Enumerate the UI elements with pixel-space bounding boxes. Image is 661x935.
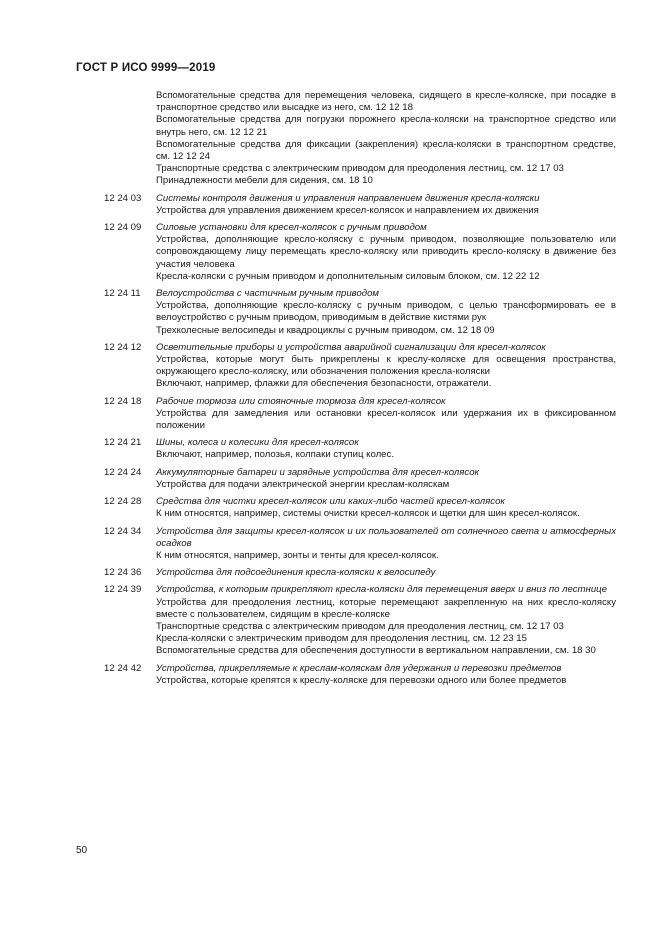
entry-body <box>156 567 616 579</box>
entry-title: Силовые установки для кресел-колясок с ручным приводом <box>156 222 427 234</box>
entry-description: К ним относятся, например, зонты и тенты для кресел-колясок. <box>156 549 439 561</box>
entry-body <box>156 467 616 491</box>
classification-entry <box>76 567 616 579</box>
classification-entries <box>76 193 616 687</box>
entry-title: Средства для чистки кресел-колясок или каких-либо частей кресел-колясок <box>156 496 505 508</box>
classification-entry <box>76 193 616 217</box>
entry-body <box>156 222 616 283</box>
classification-entry <box>76 437 616 461</box>
entry-description: Устройства для подачи электрической энергии креслам-коляскам <box>156 478 450 490</box>
entry-title: Устройства для подсоединения кресла-коляски к велосипеду <box>156 567 436 579</box>
entry-description: Устройства для замедления или остановки кресел-колясок или удержания их в фиксированном положении <box>156 407 616 432</box>
classification-entry <box>76 584 616 657</box>
continuation-line: Вспомогательные средства для перемещения человека, сидящего в кресле-коляске, при посадке в транспортное средство или высадке из него, см. 12 12 18 <box>156 90 616 114</box>
entry-code: 12 24 36 <box>104 567 142 579</box>
entry-description: Вспомогательные средства для обеспечения доступности в вертикальном направлении, см. 18 30 <box>156 645 596 657</box>
entry-code: 12 24 11 <box>104 288 141 300</box>
entry-code: 12 24 18 <box>104 395 142 407</box>
continuation-line: Транспортные средства с электрическим приводом для преодоления лестниц, см. 12 17 03 <box>156 163 564 175</box>
entry-description: К ним относятся, например, системы очистки кресел-колясок и щетки для шин кресел-колясок. <box>156 508 580 520</box>
continuation-block <box>156 90 616 188</box>
entry-body <box>156 526 616 563</box>
entry-description: Включают, например, полозья, колпаки ступиц колес. <box>156 449 394 461</box>
entry-description: Устройства, дополняющие кресло-коляску с ручным приводом, с целью трансформировать ее в велоустройство с ручным приводом, приводимым в действие кистями рук <box>156 300 616 324</box>
entry-description: Устройства, которые крепятся к креслу-коляске для перевозки одного или более предметов <box>156 674 567 686</box>
entry-title: Устройства для защиты кресел-колясок и их пользователей от солнечного света и атмосферных осадков <box>156 525 616 549</box>
entry-description: Устройства для преодоления лестниц, которые перемещают закрепленную на них кресло-коляску вместе с пользователем, сидящим в кресле-коляске <box>156 596 616 620</box>
entry-code: 12 24 24 <box>104 466 142 478</box>
classification-entry <box>76 288 616 337</box>
entry-code: 12 24 09 <box>104 222 142 234</box>
entry-body <box>156 193 616 217</box>
classification-entry <box>76 396 616 433</box>
entry-code: 12 24 03 <box>104 192 142 204</box>
entry-body <box>156 396 616 433</box>
entry-code: 12 24 21 <box>104 437 142 449</box>
entry-body <box>156 496 616 520</box>
classification-entry <box>76 467 616 491</box>
entry-body <box>156 342 616 391</box>
entry-body <box>156 437 616 461</box>
classification-entry <box>76 663 616 687</box>
entry-title: Устройства, к которым прикрепляют кресла-коляски для перемещения вверх и вниз по лестнице <box>156 584 607 596</box>
entry-body <box>156 663 616 687</box>
entry-description: Устройства, дополняющие кресло-коляску с ручным приводом, позволяющие пользователю или сопровождающему лицу перемещать кресло-коляску или приводить кресло-коляску в движение без участия человека <box>156 234 616 270</box>
entry-description: Устройства для управления движением кресел-колясок и направлением их движения <box>156 204 539 216</box>
classification-entry <box>76 222 616 283</box>
entry-title: Устройства, прикрепляемые к креслам-коляскам для удержания и перевозки предметов <box>156 662 562 674</box>
continuation-line: Вспомогательные средства для фиксации (закрепления) кресла-коляски в транспортном средстве, см. 12 12 24 <box>156 138 616 163</box>
entry-title: Рабочие тормоза или стояночные тормоза для кресел-колясок <box>156 395 446 407</box>
entry-body <box>156 288 616 337</box>
entry-title: Велоустройства с частичным ручным приводом <box>156 288 380 300</box>
classification-entry <box>76 526 616 563</box>
classification-entry <box>76 496 616 520</box>
entry-code: 12 24 28 <box>104 496 142 508</box>
entry-description: Устройства, которые могут быть прикреплены к креслу-коляске для освещения пространства, окружающего кресло-коляску, или обозначения положения кресла-коляски <box>156 354 616 378</box>
entry-title: Шины, колеса и колесики для кресел-колясок <box>156 437 359 449</box>
entry-code: 12 24 42 <box>104 662 142 674</box>
entry-title: Осветительные приборы и устройства аварийной сигнализации для кресел-колясок <box>156 341 546 353</box>
entry-code: 12 24 39 <box>104 584 142 596</box>
continuation-line: Принадлежности мебели для сидения, см. 18 10 <box>156 175 373 187</box>
entry-code: 12 24 34 <box>104 525 142 537</box>
entry-description: Транспортные средства с электрическим приводом для преодоления лестниц, см. 12 17 03 <box>156 620 564 632</box>
entry-description: Включают, например, флажки для обеспечения безопасности, отражатели. <box>156 378 492 390</box>
entry-description: Кресла-коляски с ручным приводом и дополнительным силовым блоком, см. 12 22 12 <box>156 270 540 282</box>
entry-title: Системы контроля движения и управления направлением движения кресла-коляски <box>156 192 540 204</box>
entry-description: Кресла-коляски с электрическим приводом для преодоления лестниц, см. 12 23 15 <box>156 633 527 645</box>
continuation-line: Вспомогательные средства для погрузки порожнего кресла-коляски на транспортное средство или внутрь него, см. 12 12 21 <box>156 114 616 138</box>
classification-entry <box>76 342 616 391</box>
document-header: ГОСТ Р ИСО 9999—2019 <box>76 62 216 74</box>
page-number: 50 <box>76 845 88 856</box>
entry-code: 12 24 12 <box>104 341 142 353</box>
entry-body <box>156 584 616 657</box>
entry-description: Трехколесные велосипеды и квадроциклы с ручным приводом, см. 12 18 09 <box>156 324 495 336</box>
document-body <box>76 90 616 687</box>
entry-title: Аккумуляторные батареи и зарядные устройства для кресел-колясок <box>156 466 480 478</box>
